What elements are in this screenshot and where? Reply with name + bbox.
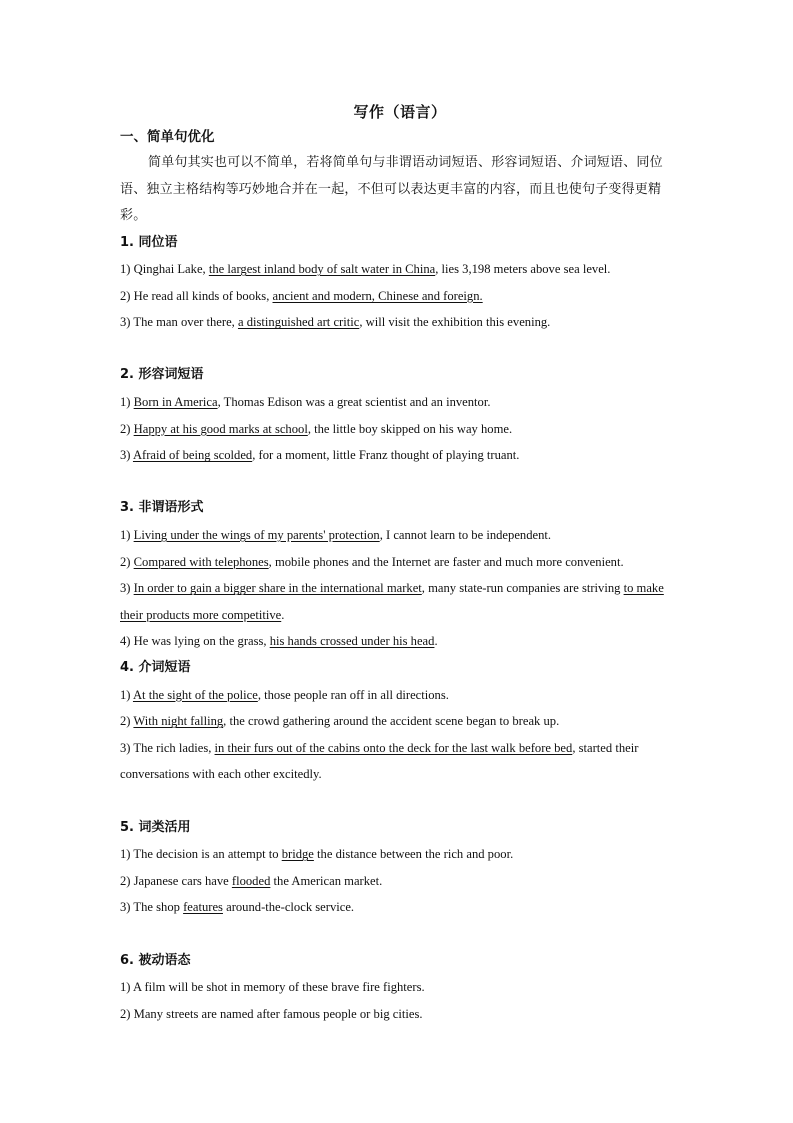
highlighted-phrase: Afraid of being scolded [132, 448, 253, 463]
example-sentence: 3) Afraid of being scolded, for a moment, little Franz thought of playing truant. [120, 448, 520, 463]
example-sentence: 1) The decision is an attempt to bridge the distance between the rich and poor. [120, 847, 514, 862]
example-sentence: 3) The man over there, a distinguished art critic, will visit the exhibition this evening. [120, 315, 551, 330]
highlighted-phrase: to make their products more competitive [120, 581, 664, 622]
highlighted-phrase: features [183, 900, 223, 915]
highlighted-phrase: the largest inland body of salt water in China [208, 262, 436, 277]
highlighted-phrase: Living under the wings of my parents' protection [133, 528, 380, 543]
highlighted-phrase: Happy at his good marks at school [133, 421, 308, 436]
highlighted-phrase: his hands crossed under his head [269, 634, 435, 649]
group-heading-passive-voice: 6. 被动语态 [120, 952, 191, 968]
example-sentence: 3) The shop features around-the-clock service. [120, 900, 355, 915]
example-sentence: 2) Compared with telephones, mobile phones and the Internet are faster and much more convenient. [120, 554, 624, 569]
highlighted-phrase: Born in America [133, 395, 218, 410]
group-heading-appositive: 1. 同位语 [120, 234, 178, 250]
example-sentence: 2) Happy at his good marks at school, the little boy skipped on his way home. [120, 421, 513, 436]
example-sentence: 3) In order to gain a bigger share in the international market, many state-run companies are striving to make their products more competitive. [120, 581, 664, 622]
example-sentence: 1) Living under the wings of my parents' protection, I cannot learn to be independent. [120, 528, 552, 543]
highlighted-phrase: At the sight of the police [132, 687, 258, 702]
example-sentence: 2) With night falling, the crowd gathering around the accident scene began to break up. [120, 714, 560, 729]
highlighted-phrase: ancient and modern, Chinese and foreign. [272, 288, 483, 303]
example-sentence: 1) A film will be shot in memory of these brave fire fighters. [120, 980, 425, 995]
highlighted-phrase: With night falling [133, 714, 224, 729]
group-heading-prepositional-phrase: 4. 介词短语 [120, 660, 191, 675]
example-sentence: 2) Many streets are named after famous people or big cities. [120, 1006, 423, 1021]
example-sentence: 1) Qinghai Lake, the largest inland body of salt water in China, lies 3,198 meters above sea level. [120, 262, 611, 277]
example-sentence: 2) Japanese cars have flooded the American market. [120, 873, 383, 888]
example-sentence: 4) He was lying on the grass, his hands crossed under his head. [120, 634, 438, 649]
highlighted-phrase: Compared with telephones [133, 554, 269, 569]
group-heading-conversion: 5. 词类活用 [120, 819, 191, 835]
section-intro: 简单句其实也可以不简单，若将简单句与非谓语动词短语、形容词短语、介词短语、同位语、独立主格结构等巧妙地合并在一起，不但可以表达更丰富的内容，而且也使句子变得更精彩。 [120, 155, 663, 223]
highlighted-phrase: in their furs out of the cabins onto the deck for the last walk before bed [214, 740, 573, 755]
example-sentence: 2) He read all kinds of books, ancient and modern, Chinese and foreign. [120, 288, 483, 303]
section-heading: 一、简单句优化 [120, 129, 215, 145]
group-heading-adjective-phrase: 2. 形容词短语 [120, 367, 204, 383]
group-heading-non-finite: 3. 非谓语形式 [120, 500, 204, 516]
document-title: 写作（语言） [353, 103, 447, 121]
example-sentence: 3) The rich ladies, in their furs out of the cabins onto the deck for the last walk before bed, started their conversations with each other excitedly. [120, 740, 639, 782]
document-page [120, 100, 680, 1027]
example-sentence: 1) Born in America, Thomas Edison was a great scientist and an inventor. [120, 395, 491, 410]
highlighted-phrase: a distinguished art critic [237, 315, 360, 330]
highlighted-phrase: In order to gain a bigger share in the international market [133, 581, 422, 596]
example-sentence: 1) At the sight of the police, those people ran off in all directions. [120, 687, 449, 702]
highlighted-phrase: flooded [231, 873, 271, 888]
highlighted-phrase: bridge [281, 847, 314, 862]
